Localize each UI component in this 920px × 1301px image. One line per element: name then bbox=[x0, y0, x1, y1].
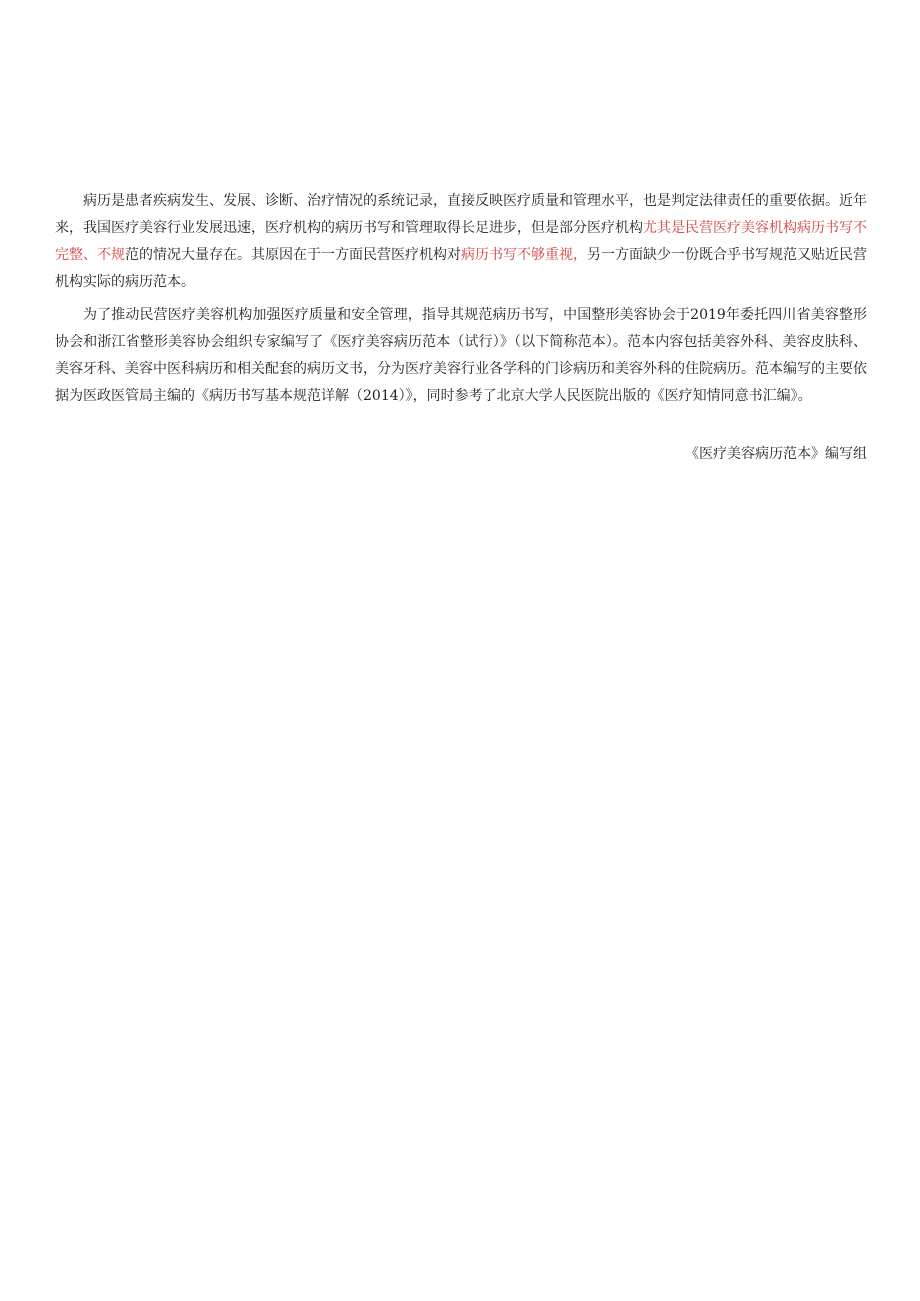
highlighted-text-not-valued: 病历书写不够重视， bbox=[461, 247, 587, 263]
document-page bbox=[55, 188, 867, 468]
highlighted-text-private-institutions: 尤其是民营医疗美容机构病历书写不完整、不规 bbox=[55, 220, 867, 263]
paragraph-intro-text-2: 范的情况大量存在。其原因在于一方面民营医疗机构对 bbox=[125, 247, 461, 263]
paragraph-intro bbox=[55, 188, 867, 296]
signature: 《医疗美容病历范本》编写组 bbox=[685, 446, 867, 462]
paragraph-intro-text-3: 另一方面缺少一份既合乎书写规范又贴近民营机构实际的病历范本。 bbox=[55, 247, 867, 290]
paragraph-purpose: 为了推动民营医疗美容机构加强医疗质量和安全管理，指导其规范病历书写，中国整形美容协会于2019年委托四川省美容整形协会和浙江省整形美容协会组织专家编写了《医疗美容病历范本（试行）》（以下简称范本）。范本内容包括美容外科、美容皮肤科、美容牙科、美容中医科病历和相关配套的病历文书，分为医疗美容行业各学科的门诊病历和美容外科的住院病历。范本编写的主要依据为医政医管局主编的《病历书写基本规范详解（2014）》，同时参考了北京大学人民医院出版的《医疗知情同意书汇编》。 bbox=[55, 307, 867, 404]
paragraph-intro-text-1: 病历是患者疾病发生、发展、诊断、治疗情况的系统记录，直接反映医疗质量和管理水平，也是判定法律责任的重要依据。近年来，我国医疗美容行业发展迅速，医疗机构的病历书写和管理取得长足进步，但是部分医疗机构 bbox=[55, 193, 867, 236]
